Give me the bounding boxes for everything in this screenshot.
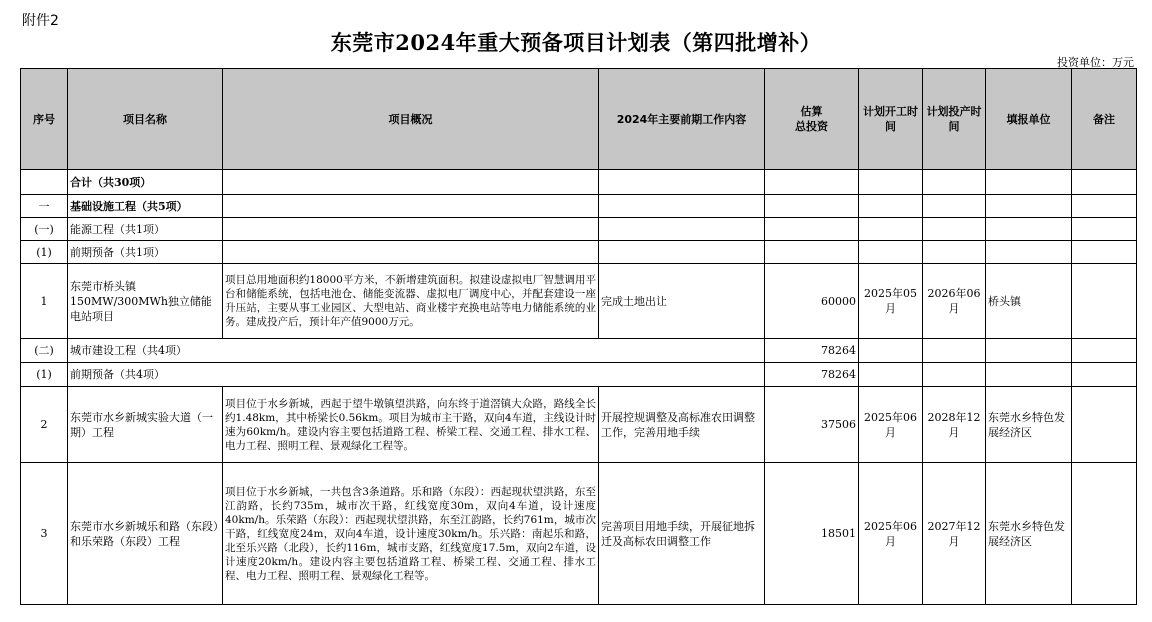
stage-label: 前期预备（共4项） xyxy=(68,363,765,387)
project-seq: 3 xyxy=(21,463,68,605)
project-work: 完善项目用地手续，开展征地拆迁及高标农田调整工作 xyxy=(599,463,765,605)
project-unit: 东莞水乡特色发展经济区 xyxy=(986,463,1072,605)
header-invest-line1: 估算 xyxy=(800,105,823,118)
project-overview: 项目总用地面积约18000平方米，不新增建筑面积。拟建设虚拟电厂智慧调用平台和储能系统，包括电池仓、储能变流器、虚拟电厂调度中心，并配套建设一座升压站，主要从事工业园区、大型电站、商业楼宇充换电站等电力储能系统的业务。建成投产后，预计年产值9000万元。 xyxy=(223,264,599,339)
project-seq: 1 xyxy=(21,264,68,339)
header-work: 2024年主要前期工作内容 xyxy=(599,69,765,170)
project-production: 2028年12月 xyxy=(923,387,986,463)
subcategory-row xyxy=(21,339,1137,363)
project-invest: 37506 xyxy=(765,387,859,463)
project-unit: 东莞水乡特色发展经济区 xyxy=(986,387,1072,463)
project-name: 东莞市水乡新城乐和路（东段）和乐荣路（东段）工程 xyxy=(68,463,223,605)
subcategory-row xyxy=(21,218,1137,241)
project-seq: 2 xyxy=(21,387,68,463)
project-production: 2027年12月 xyxy=(923,463,986,605)
project-start: 2025年05月 xyxy=(859,264,923,339)
header-name: 项目名称 xyxy=(68,69,223,170)
header-production: 计划投产时间 xyxy=(923,69,986,170)
project-invest: 60000 xyxy=(765,264,859,339)
header-unit: 填报单位 xyxy=(986,69,1072,170)
project-production: 2026年06月 xyxy=(923,264,986,339)
subcategory-invest: 78264 xyxy=(765,339,859,363)
project-row xyxy=(21,387,1137,463)
project-remark xyxy=(1072,387,1137,463)
stage-invest: 78264 xyxy=(765,363,859,387)
header-row xyxy=(21,69,1137,170)
project-name: 东莞市桥头镇150MW/300MWh独立储能电站项目 xyxy=(68,264,223,339)
investment-unit: 投资单位：万元 xyxy=(1057,56,1134,69)
category-seq: 一 xyxy=(21,195,68,218)
header-start: 计划开工时间 xyxy=(859,69,923,170)
total-row xyxy=(21,170,1137,195)
subcategory-seq: (二) xyxy=(21,339,68,363)
stage-row xyxy=(21,363,1137,387)
project-plan-table xyxy=(20,68,1137,605)
project-start: 2025年06月 xyxy=(859,387,923,463)
project-start: 2025年06月 xyxy=(859,463,923,605)
project-name: 东莞市水乡新城实验大道（一期）工程 xyxy=(68,387,223,463)
total-label: 合计（共30项） xyxy=(68,170,223,195)
project-overview: 项目位于水乡新城，西起于望牛墩镇望洪路，向东终于道滘镇大众路，路线全长约1.48km，其中桥梁长0.56km。项目为城市主干路，双向4车道，主线设计时速为60km/h。建设内容主要包括道路工程、桥梁工程、交通工程、排水工程、电力工程、照明工程、景观绿化工程等。 xyxy=(223,387,599,463)
project-invest: 18501 xyxy=(765,463,859,605)
category-row xyxy=(21,195,1137,218)
project-work: 完成土地出让 xyxy=(599,264,765,339)
stage-seq: (1) xyxy=(21,241,68,264)
stage-row xyxy=(21,241,1137,264)
project-remark xyxy=(1072,463,1137,605)
header-invest-line2: 总投资 xyxy=(795,120,828,133)
attachment-label: 附件2 xyxy=(22,13,59,29)
subcategory-label: 能源工程（共1项） xyxy=(68,218,223,241)
project-row xyxy=(21,264,1137,339)
header-invest xyxy=(765,69,859,170)
page-title: 东莞市2024年重大预备项目计划表（第四批增补） xyxy=(330,30,822,55)
header-seq: 序号 xyxy=(21,69,68,170)
header-remark: 备注 xyxy=(1072,69,1137,170)
project-remark xyxy=(1072,264,1137,339)
category-label: 基础设施工程（共5项） xyxy=(68,195,223,218)
project-work: 开展控规调整及高标准农田调整工作，完善用地手续 xyxy=(599,387,765,463)
project-overview: 项目位于水乡新城，一共包含3条道路。乐和路（东段）：西起现状望洪路，东至江韵路，长约735m，城市次干路，红线宽度30m，双向4车道，设计速度40km/h。乐荣路（东段）：西起现状望洪路，东至江韵路，长约761m，城市次干路，红线宽度24m，双向4车道，设计速度30km/h。乐兴路：南起乐和路，北至乐兴路（北段），长约116m，城市支路，红线宽度17.5m，双向2车道，设计速度20km/h。建设内容主要包括道路工程、桥梁工程、交通工程、排水工程、电力工程、照明工程、景观绿化工程等。 xyxy=(223,463,599,605)
header-overview: 项目概况 xyxy=(223,69,599,170)
subcategory-seq: (一) xyxy=(21,218,68,241)
subcategory-label: 城市建设工程（共4项） xyxy=(68,339,765,363)
stage-seq: (1) xyxy=(21,363,68,387)
project-row xyxy=(21,463,1137,605)
project-unit: 桥头镇 xyxy=(986,264,1072,339)
stage-label: 前期预备（共1项） xyxy=(68,241,223,264)
